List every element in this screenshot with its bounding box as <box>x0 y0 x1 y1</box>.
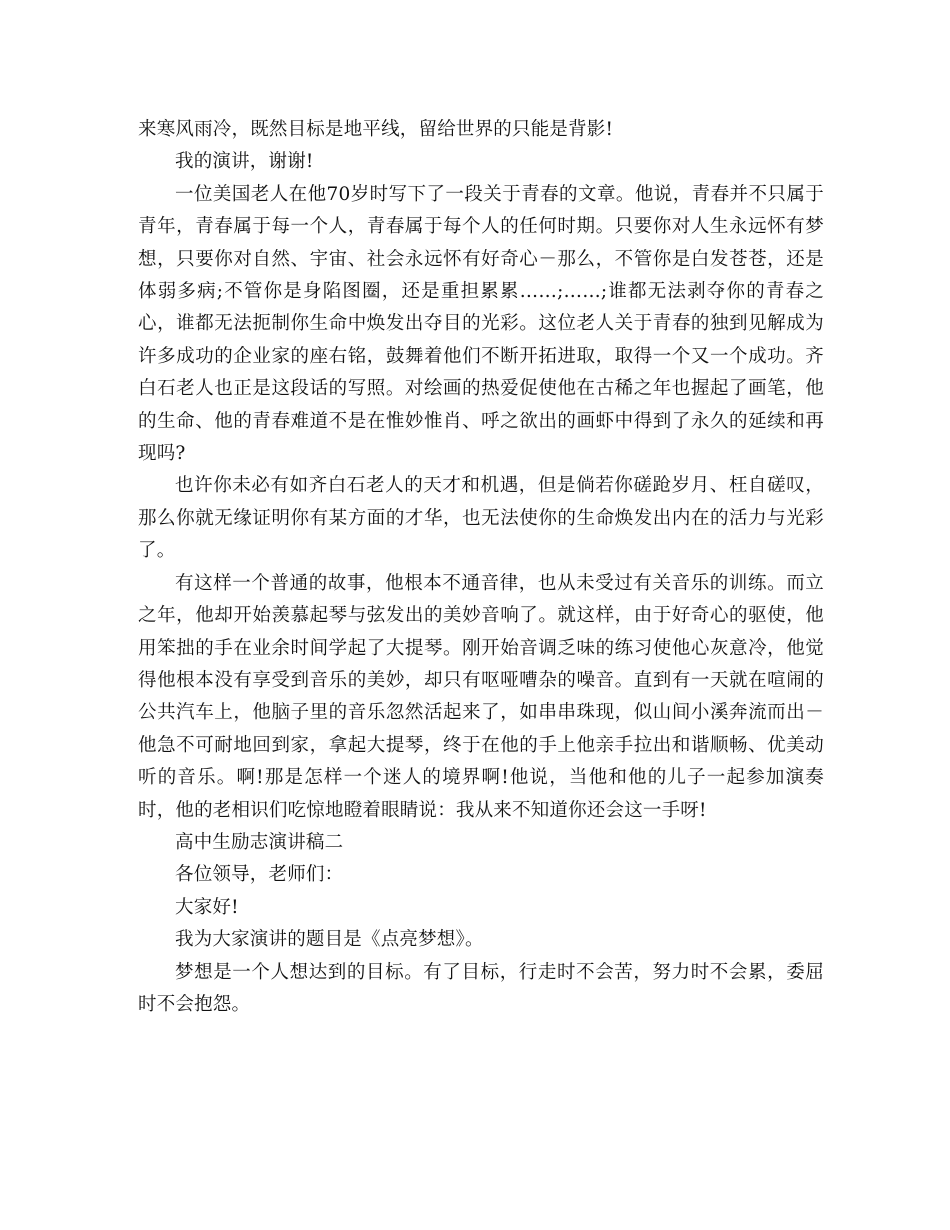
paragraph-youth-essay: 一位美国老人在他70岁时写下了一段关于青春的文章。他说，青春并不只属于青年，青春属于每一个人，青春属于每个人的任何时期。只要你对人生永远怀有梦想，只要你对自然、宇宙、社会永远怀有好奇心－那么，不管你是白发苍苍，还是体弱多病;不管你是身陷图圈，还是重担累累……;……;谁都无法剥夺你的青春之心，谁都无法扼制你生命中焕发出夺目的光彩。这位老人关于青春的独到见解成为许多成功的企业家的座右铭，鼓舞着他们不断开拓进取，取得一个又一个成功。齐白石老人也正是这段话的写照。对绘画的热爱促使他在古稀之年也握起了画笔，他的生命、他的青春难道不是在惟妙惟肖、呼之欲出的画虾中得到了永久的延续和再现吗? <box>138 183 824 465</box>
section-heading-speech-two: 高中生励志演讲稿二 <box>175 831 344 853</box>
paragraph-dream-definition: 梦想是一个人想达到的目标。有了目标，行走时不会苦，努力时不会累，委屈时不会抱怨。 <box>138 961 824 1015</box>
paragraph-cello-story: 有这样一个普通的故事，他根本不通音律，也从未受过有关音乐的训练。而立之年，他却开始羡慕起琴与弦发出的美妙音响了。就这样，由于好奇心的驱使，他用笨拙的手在业余时间学起了大提琴。刚开始音调乏味的练习使他心灰意冷，他觉得他根本没有享受到音乐的美妙，却只有呕哑嘈杂的噪音。直到有一天就在喧闹的公共汽车上，他脑子里的音乐忽然活起来了，如串串珠现，似山间小溪奔流而出－他急不可耐地回到家，拿起大提琴，终于在他的手上他亲手拉出和谐顺畅、优美动听的音乐。啊!那是怎样一个迷人的境界啊!他说，当他和他的儿子一起参加演奏时，他的老相识们吃惊地瞪着眼睛说：我从来不知道你还会这一手呀! <box>138 572 824 821</box>
paragraph-talent-opportunity: 也许你未必有如齐白石老人的天才和机遇，但是倘若你磋跄岁月、枉自磋叹，那么你就无缘证明你有某方面的才华，也无法使你的生命焕发出内在的活力与光彩了。 <box>138 475 824 562</box>
paragraph-closing-thanks: 我的演讲，谢谢! <box>175 151 314 173</box>
paragraph-greeting: 大家好! <box>175 896 239 918</box>
paragraph-speech-topic: 我为大家演讲的题目是《点亮梦想》。 <box>175 929 484 951</box>
paragraph-salutation: 各位领导，老师们： <box>175 864 344 886</box>
document-body <box>138 114 824 1021</box>
paragraph-continuation: 来寒风雨冷，既然目标是地平线，留给世界的只能是背影! <box>138 119 614 140</box>
